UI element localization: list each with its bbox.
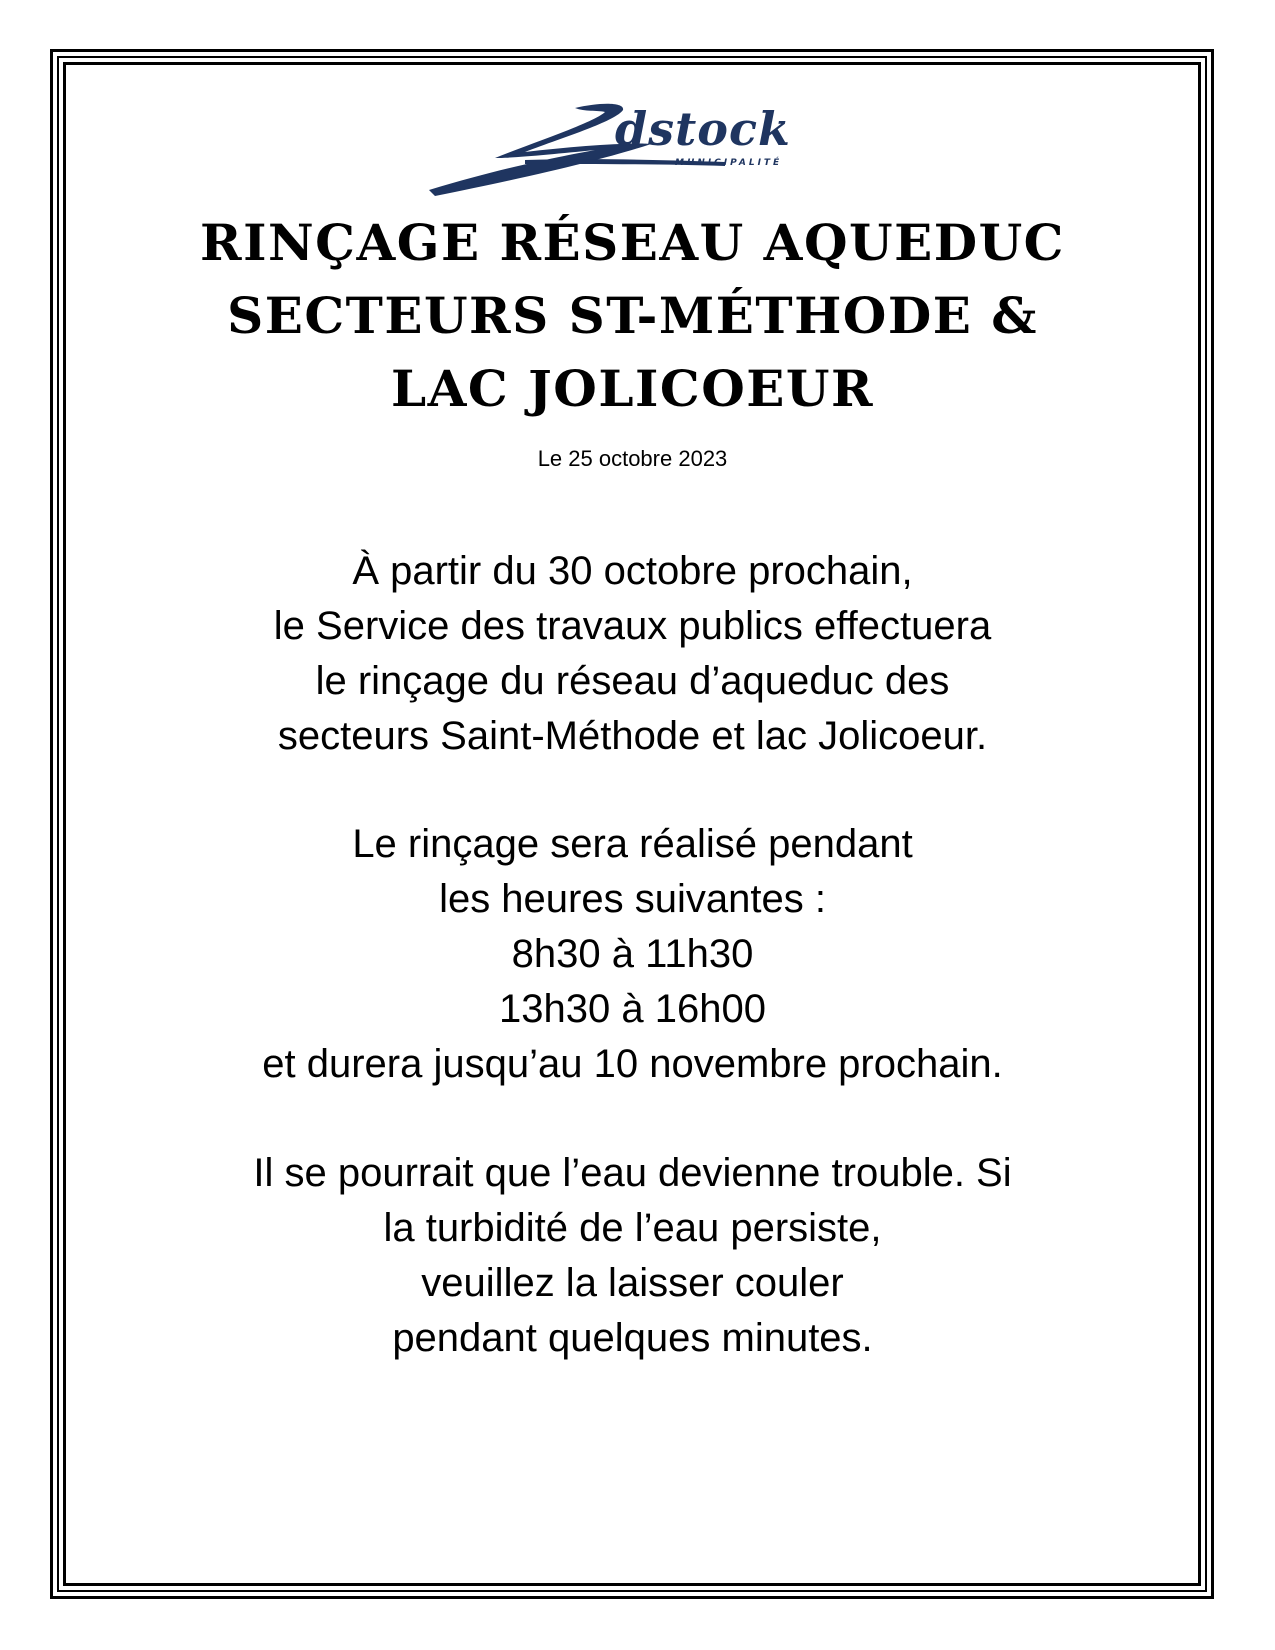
title-line: LAC JOLICOEUR xyxy=(390,359,875,418)
paragraph-line: 13h30 à 16h00 xyxy=(499,987,766,1031)
paragraph-line: les heures suivantes : xyxy=(439,877,826,921)
paragraph-line: pendant quelques minutes. xyxy=(392,1316,873,1360)
paragraph-line: le Service des travaux publics effectuera xyxy=(273,604,992,648)
notice-title xyxy=(70,206,1195,425)
municipality-logo xyxy=(425,100,835,205)
title-line: SECTEURS ST-MÉTHODE & xyxy=(227,286,1038,345)
paragraph-line: le rinçage du réseau d’aqueduc des xyxy=(315,659,950,703)
logo-wordmark: dstock xyxy=(615,102,791,156)
paragraph-line: À partir du 30 octobre prochain, xyxy=(352,549,913,593)
paragraph-line: Le rinçage sera réalisé pendant xyxy=(352,822,913,866)
paragraph-start-date xyxy=(70,544,1195,764)
paragraph-line: 8h30 à 11h30 xyxy=(511,932,754,976)
paragraph-turbidity xyxy=(70,1146,1195,1366)
paragraph-line: la turbidité de l’eau persiste, xyxy=(383,1206,882,1250)
paragraph-hours xyxy=(70,817,1195,1092)
logo-subtitle: MUNICIPALITÉ xyxy=(675,158,783,168)
paragraph-line: et durera jusqu’au 10 novembre prochain. xyxy=(262,1042,1003,1086)
paragraph-line: Il se pourrait que l’eau devienne trouble. Si xyxy=(253,1151,1012,1195)
notice-date: Le 25 octobre 2023 xyxy=(537,446,728,471)
paragraph-line: veuillez la laisser couler xyxy=(421,1261,844,1305)
title-line: RINÇAGE RÉSEAU AQUEDUC xyxy=(200,213,1065,272)
paragraph-line: secteurs Saint-Méthode et lac Jolicoeur. xyxy=(277,714,988,758)
